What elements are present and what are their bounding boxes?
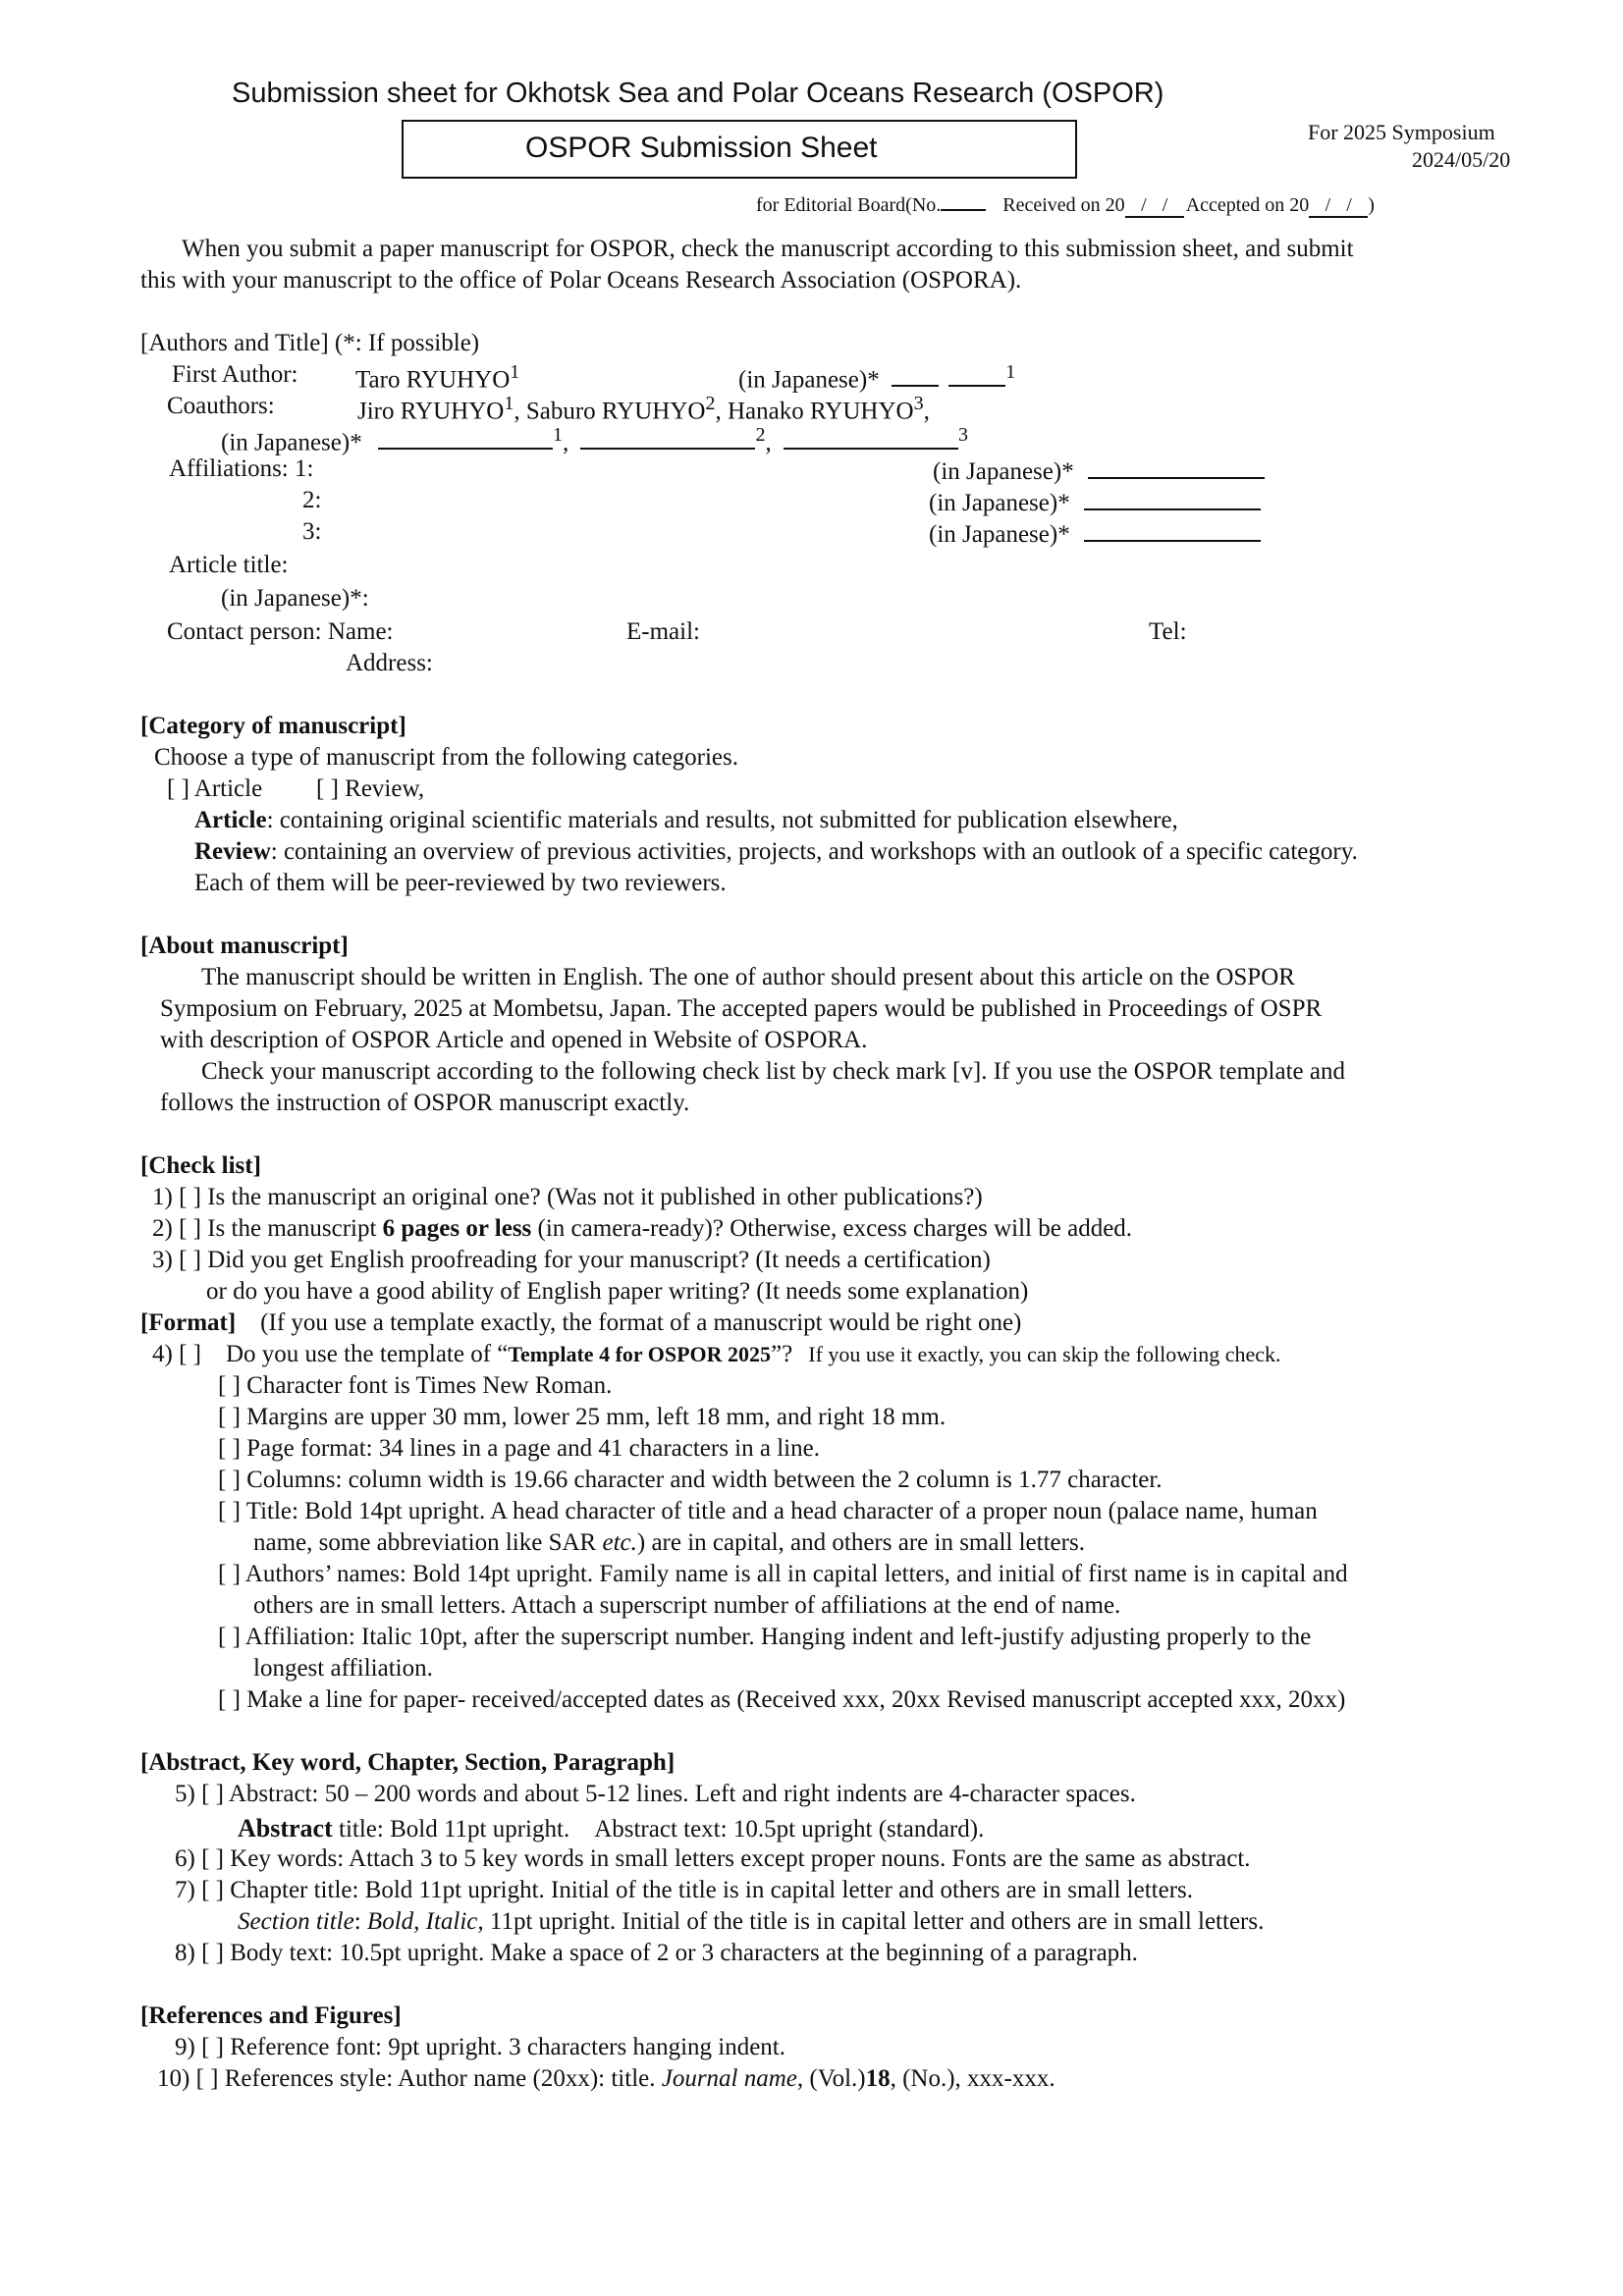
- about-p2-line-1: Check your manuscript according to the following check list by check mark [v]. If you use the OSPOR template and: [201, 1058, 1345, 1085]
- category-article-option[interactable]: [ ] Article: [167, 775, 263, 802]
- check-item-6[interactable]: 6) [ ] Key words: Attach 3 to 5 key words in small letters except proper nouns. Fonts are the same as abstract.: [175, 1845, 1251, 1872]
- coauthor-japanese-blank-2: [580, 426, 755, 450]
- first-author-japanese-blank-b: [948, 363, 1005, 387]
- format-check-page[interactable]: [ ] Page format: 34 lines in a page and 41 characters in a line.: [218, 1435, 820, 1462]
- about-heading: [About manuscript]: [140, 933, 349, 959]
- affiliation-2-japanese: (in Japanese)*: [929, 487, 1261, 518]
- coauthors-japanese: (in Japanese)* $^1$, $^2$, $^3$: [221, 424, 968, 456]
- format-check-title-line-2: name, some abbreviation like SAR etc.) are in capital, and others are in small letters.: [253, 1529, 1085, 1556]
- format-check-affiliation-line-2: longest affiliation.: [253, 1655, 433, 1682]
- format-check-affiliation[interactable]: [ ] Affiliation: Italic 10pt, after the superscript number. Hanging indent and left-justify adjusting properly to the: [218, 1624, 1312, 1650]
- contact-email-label: E-mail:: [626, 618, 700, 645]
- article-definition: Article: containing original scientific materials and results, not submitted for publication elsewhere,: [194, 807, 1178, 833]
- intro-line-1: When you submit a paper manuscript for OSPOR, check the manuscript according to this submission sheet, and submit: [182, 236, 1354, 262]
- check-item-3[interactable]: 3) [ ] Did you get English proofreading for your manuscript? (It needs a certification): [152, 1247, 991, 1273]
- check-item-3-line-2: or do you have a good ability of English paper writing? (It needs some explanation): [206, 1278, 1029, 1305]
- contact-tel-label: Tel:: [1149, 618, 1187, 645]
- coauthor-japanese-blank-3: [784, 426, 958, 450]
- contact-name-label: Contact person: Name:: [167, 618, 394, 645]
- format-check-font[interactable]: [ ] Character font is Times New Roman.: [218, 1372, 613, 1399]
- intro-line-2: this with your manuscript to the office of Polar Oceans Research Association (OSPORA).: [140, 267, 1022, 294]
- coauthors-label: Coauthors:: [167, 393, 275, 419]
- coauthor-japanese-blank-1: [378, 426, 553, 450]
- peer-review-note: Each of them will be peer-reviewed by two reviewers.: [194, 870, 727, 896]
- references-heading: [References and Figures]: [140, 2002, 402, 2029]
- check-item-8[interactable]: 8) [ ] Body text: 10.5pt upright. Make a space of 2 or 3 characters at the beginning of a paragraph.: [175, 1940, 1138, 1966]
- coauthor-names: Jiro RYUHYO$^1$, Saburo RYUHYO$^2$, Hanako RYUHYO$^3$,: [357, 393, 930, 425]
- sheet-heading: Submission sheet for Okhotsk Sea and Polar Oceans Research (OSPOR): [232, 78, 1164, 109]
- category-intro: Choose a type of manuscript from the following categories.: [154, 744, 738, 771]
- accepted-date-blank: / /: [1309, 194, 1368, 218]
- format-check-authors[interactable]: [ ] Authors’ names: Bold 14pt upright. Family name is all in capital letters, and initial of first name is in capital and: [218, 1561, 1348, 1587]
- about-p1-line-3: with description of OSPOR Article and opened in Website of OSPORA.: [160, 1027, 868, 1053]
- article-title-label: Article title:: [169, 552, 289, 578]
- affiliation-2-japanese-blank: [1084, 487, 1261, 510]
- article-title-japanese-label: (in Japanese)*:: [221, 585, 369, 612]
- authors-section-heading: [Authors and Title] (*: If possible): [140, 330, 480, 356]
- affiliation-3-japanese: (in Japanese)*: [929, 518, 1261, 550]
- check-item-5-detail: Abstract title: Bold 11pt upright. Abstract text: 10.5pt upright (standard).: [238, 1814, 985, 1842]
- first-author-name: Taro RYUHYO$^1$: [355, 361, 520, 394]
- about-p2-line-2: follows the instruction of OSPOR manuscript exactly.: [160, 1090, 690, 1116]
- check-item-7[interactable]: 7) [ ] Chapter title: Bold 11pt upright. Initial of the title is in capital letter and others are in small letters.: [175, 1877, 1193, 1903]
- checklist-heading: [Check list]: [140, 1152, 261, 1179]
- received-date-blank: / /: [1125, 194, 1184, 218]
- check-item-1[interactable]: 1) [ ] Is the manuscript an original one? (Was not it published in other publications?): [152, 1184, 983, 1210]
- format-check-dates[interactable]: [ ] Make a line for paper- received/accepted dates as (Received xxx, 20xx Revised manuscript accepted xxx, 20xx): [218, 1686, 1346, 1713]
- editorial-number-blank: [941, 187, 986, 211]
- check-item-5[interactable]: 5) [ ] Abstract: 50 – 200 words and about 5-12 lines. Left and right indents are 4-character spaces.: [175, 1781, 1136, 1807]
- contact-address-label: Address:: [346, 650, 433, 676]
- accepted-label: Accepted on 20: [1185, 194, 1310, 216]
- affiliation-1-japanese-blank: [1088, 455, 1265, 479]
- check-item-4[interactable]: 4) [ ] Do you use the template of “Template 4 for OSPOR 2025”? If you use it exactly, you can skip the following check.: [152, 1341, 1281, 1367]
- check-item-7-detail: Section title: Bold, Italic, 11pt upright. Initial of the title is in capital letter and others are in small letters.: [238, 1908, 1265, 1935]
- editorial-number-label: for Editorial Board(No.: [756, 194, 942, 216]
- editorial-board-line: for Editorial Board(No. Received on 20 / / Accepted on 20 / / ): [756, 187, 1375, 218]
- affiliations-label: Affiliations: 1:: [169, 455, 314, 482]
- about-p1-line-2: Symposium on February, 2025 at Mombetsu, Japan. The accepted papers would be published in Proceedings of OSPR: [160, 995, 1323, 1022]
- format-check-title[interactable]: [ ] Title: Bold 14pt upright. A head character of title and a head character of a proper noun (palace name, human: [218, 1498, 1318, 1524]
- first-author-label: First Author:: [172, 361, 298, 388]
- format-check-authors-line-2: others are in small letters. Attach a superscript number of affiliations at the end of name.: [253, 1592, 1121, 1619]
- format-check-margins[interactable]: [ ] Margins are upper 30 mm, lower 25 mm, left 18 mm, and right 18 mm.: [218, 1404, 947, 1430]
- affiliation-3-label: 3:: [302, 518, 322, 545]
- first-author-japanese: (in Japanese)* $^1$: [738, 361, 1016, 394]
- symposium-label: For 2025 Symposium: [1308, 120, 1495, 144]
- title-box: [402, 120, 1077, 179]
- check-item-9[interactable]: 9) [ ] Reference font: 9pt upright. 3 characters hanging indent.: [175, 2034, 785, 2060]
- affiliation-1-japanese: (in Japanese)*: [933, 455, 1265, 487]
- sheet-date: 2024/05/20: [1412, 147, 1511, 172]
- received-label: Received on 20: [1002, 194, 1125, 216]
- about-p1-line-1: The manuscript should be written in English. The one of author should present about this article on the OSPOR: [201, 964, 1295, 990]
- format-line: [Format] (If you use a template exactly, the format of a manuscript would be right one): [140, 1309, 1022, 1336]
- first-author-japanese-blank-a: [892, 363, 939, 387]
- review-definition: Review: containing an overview of previous activities, projects, and workshops with an outlook of a specific category.: [194, 838, 1358, 865]
- check-item-2[interactable]: 2) [ ] Is the manuscript 6 pages or less (in camera-ready)? Otherwise, excess charges will be added.: [152, 1215, 1133, 1242]
- category-review-option[interactable]: [ ] Review,: [316, 775, 425, 802]
- affiliation-3-japanese-blank: [1084, 518, 1261, 542]
- abstract-heading: [Abstract, Key word, Chapter, Section, Paragraph]: [140, 1749, 676, 1776]
- check-item-10[interactable]: 10) [ ] References style: Author name (20xx): title. Journal name, (Vol.)18, (No.), xxx-xxx.: [157, 2065, 1055, 2092]
- format-check-columns[interactable]: [ ] Columns: column width is 19.66 character and width between the 2 column is 1.77 character.: [218, 1467, 1163, 1493]
- box-title: OSPOR Submission Sheet: [525, 132, 878, 164]
- category-heading: [Category of manuscript]: [140, 713, 406, 739]
- affiliation-2-label: 2:: [302, 487, 322, 513]
